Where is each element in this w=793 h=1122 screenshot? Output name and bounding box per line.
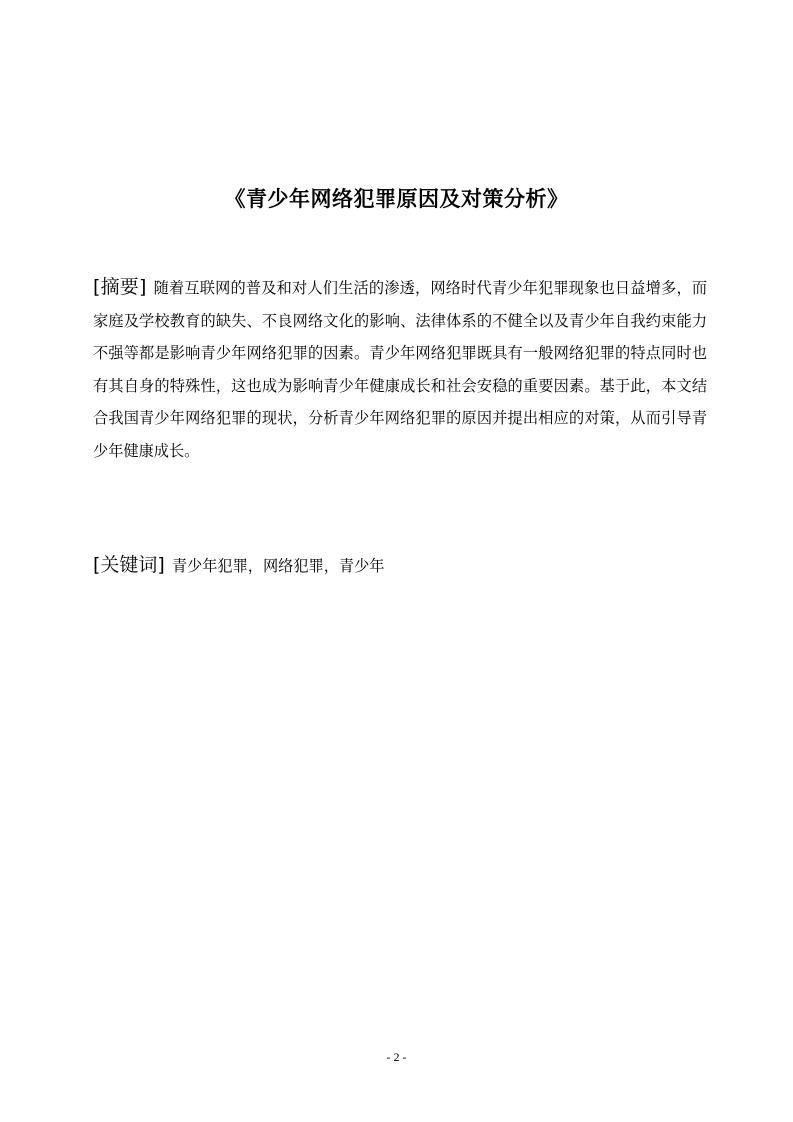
keywords-label: [关键词] bbox=[93, 554, 165, 576]
keywords-text: 青少年犯罪，网络犯罪，青少年 bbox=[171, 557, 385, 575]
abstract-section bbox=[93, 271, 707, 468]
abstract-label: [摘要] bbox=[93, 276, 147, 298]
document-title: 《青少年网络犯罪原因及对策分析》 bbox=[224, 187, 569, 211]
abstract-text: 随着互联网的普及和对人们生活的渗透，网络时代青少年犯罪现象也日益增多，而家庭及学校教育的缺失、不良网络文化的影响、法律体系的不健全以及青少年自我约束能力不强等都是影响青少年网络犯罪的因素。青少年网络犯罪既具有一般网络犯罪的特点同时也有其自身的特殊性，这也成为影响青少年健康成长和社会安稳的重要因素。基于此，本文结合我国青少年网络犯罪的现状，分析青少年网络犯罪的原因并提出相应的对策，从而引导青少年健康成长。 bbox=[93, 279, 708, 460]
keywords-section bbox=[93, 549, 707, 582]
page-number: - 2 - bbox=[386, 1050, 407, 1064]
